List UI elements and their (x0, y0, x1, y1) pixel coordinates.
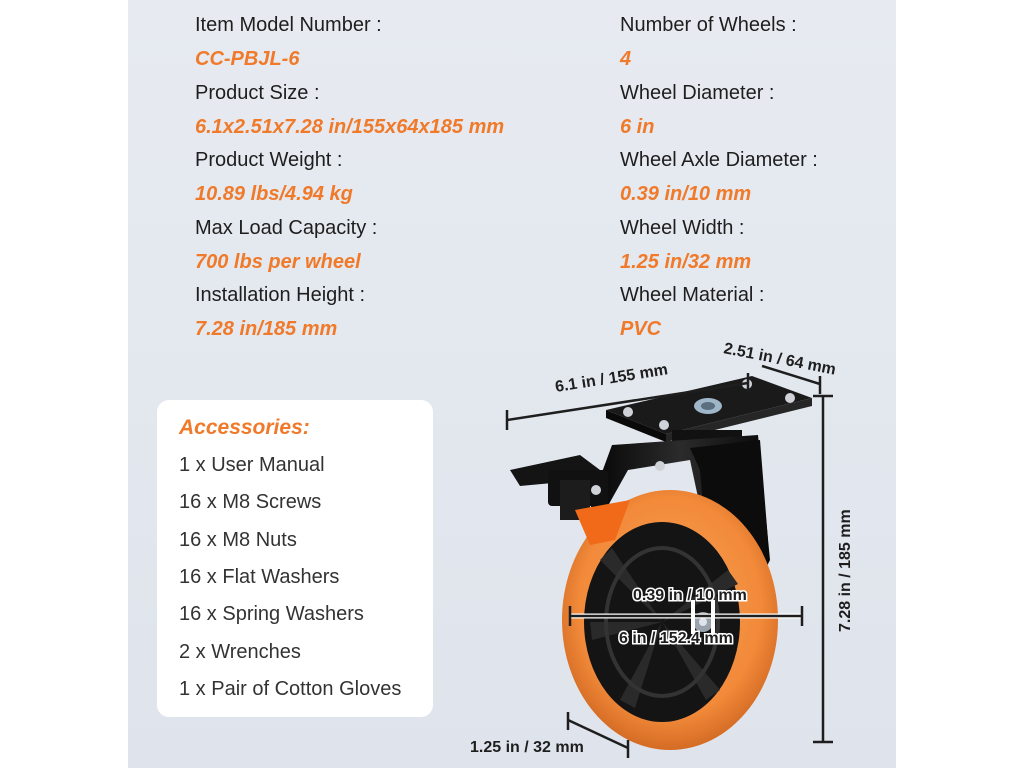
accessory-item: 1 x User Manual (179, 454, 325, 476)
accessory-item: 16 x Flat Washers (179, 566, 340, 588)
accessory-item: 16 x M8 Nuts (179, 529, 297, 551)
spec-label-install-height: Installation Height : (195, 284, 366, 306)
spec-value-wheel-diameter: 6 in (620, 116, 655, 138)
spec-value-axle-diameter: 0.39 in/10 mm (620, 183, 752, 205)
accessory-item: 16 x M8 Screws (179, 491, 322, 513)
wheel-width-label: 1.25 in / 32 mm (470, 739, 584, 756)
axle-label: 0.39 in / 10 mm (633, 587, 747, 604)
spec-label-wheel-diameter: Wheel Diameter : (620, 82, 775, 104)
spec-label-model: Item Model Number : (195, 14, 382, 36)
spec-value-weight: 10.89 lbs/4.94 kg (195, 183, 353, 205)
spec-label-wheel-width: Wheel Width : (620, 217, 745, 239)
spec-value-wheel-material: PVC (620, 318, 662, 340)
wheel-diameter-label: 6 in / 152.4 mm (619, 630, 733, 647)
spec-label-size: Product Size : (195, 82, 320, 104)
spec-label-axle-diameter: Wheel Axle Diameter : (620, 149, 818, 171)
plate-width-label: 2.51 in / 64 mm (722, 340, 838, 379)
spec-value-wheels: 4 (620, 48, 632, 70)
spec-value-wheel-width: 1.25 in/32 mm (620, 251, 752, 273)
accessories-title: Accessories: (179, 416, 310, 439)
accessory-item: 1 x Pair of Cotton Gloves (179, 678, 402, 700)
accessory-item: 16 x Spring Washers (179, 603, 364, 625)
spec-label-wheels: Number of Wheels : (620, 14, 797, 36)
spec-label-weight: Product Weight : (195, 149, 343, 171)
plate-length-label: 6.1 in / 155 mm (553, 361, 670, 396)
spec-label-wheel-material: Wheel Material : (620, 284, 765, 306)
spec-value-load: 700 lbs per wheel (195, 251, 361, 273)
spec-value-size: 6.1x2.51x7.28 in/155x64x185 mm (195, 116, 505, 138)
accessory-item: 2 x Wrenches (179, 641, 301, 663)
height-label: 7.28 in / 185 mm (837, 509, 854, 632)
spec-value-install-height: 7.28 in/185 mm (195, 318, 338, 340)
spec-label-load: Max Load Capacity : (195, 217, 378, 239)
spec-value-model: CC-PBJL-6 (195, 48, 300, 70)
